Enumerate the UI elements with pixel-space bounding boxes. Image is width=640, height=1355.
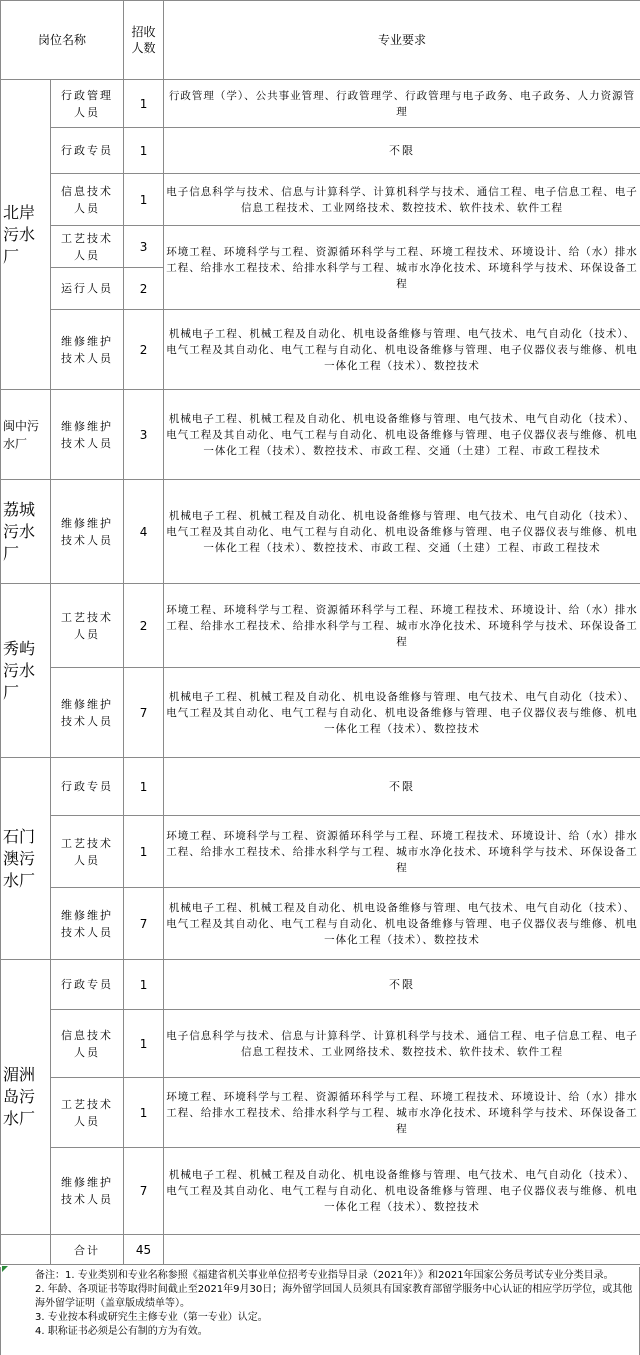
position-count: 1 [124,758,164,816]
requirement-text: 机械电子工程、机械工程及自动化、机电设备维修与管理、电气技术、电气自动化（技术）、电气工程及其自动化、电气工程与自动化、机电设备维修与管理、电子仪器仪表与维修、机电一体化工程（技术）、数控技术 [164,310,640,390]
position-count: 7 [124,1148,164,1235]
notes-section [0,1267,640,1355]
position-count: 7 [124,888,164,960]
table-row [1,584,640,668]
note-2: 2. 年龄、各项证书等取得时间截止至2021年9月30日；海外留学回国人员须具有国家教育部留学服务中心认证的相应学历学位，或其他海外留学证明（盖章版成绩单等）。 [35,1284,633,1309]
position-name: 维修维护技术人员 [51,310,124,390]
requirement-text: 不限 [164,758,640,816]
table-row [1,480,640,584]
requirement-text: 机械电子工程、机械工程及自动化、机电设备维修与管理、电气技术、电气自动化（技术）、电气工程及其自动化、电气工程与自动化、机电设备维修与管理、电子仪器仪表与维修、机电一体化工程（技术）、数控技术 [164,668,640,758]
position-name: 维修维护技术人员 [51,1148,124,1235]
requirement-text: 不限 [164,128,640,174]
table-row [1,1148,640,1235]
table-row [1,816,640,888]
position-name: 行政专员 [51,128,124,174]
table-row [1,390,640,480]
table-row [1,80,640,128]
position-count: 1 [124,80,164,128]
note-1: 备注：1. 专业类别和专业名称参照《福建省机关事业单位招考专业指导目录（2021年）》和2021年国家公务员考试专业分类目录。 [35,1270,614,1281]
requirement-text: 机械电子工程、机械工程及自动化、机电设备维修与管理、电气技术、电气自动化（技术）、电气工程及其自动化、电气工程与自动化、机电设备维修与管理、电子仪器仪表与维修、机电一体化工程（技术）、数控技术 [164,1148,640,1235]
note-4: 4. 职称证书必须是公有制的方为有效。 [35,1326,208,1337]
position-name: 维修维护技术人员 [51,888,124,960]
table-row [1,1078,640,1148]
position-name: 行政管理人员 [51,80,124,128]
total-count: 45 [124,1235,164,1265]
total-label: 合计 [51,1235,124,1265]
position-name: 维修维护技术人员 [51,390,124,480]
position-name: 运行人员 [51,268,124,310]
position-count: 4 [124,480,164,584]
requirement-text: 环境工程、环境科学与工程、资源循环科学与工程、环境工程技术、环境设计、给（水）排水工程、给排水工程技术、给排水科学与工程、城市水净化技术、环境科学与技术、环保设备工程 [164,1078,640,1148]
position-count: 1 [124,1010,164,1078]
position-count: 7 [124,668,164,758]
site-name: 北岸污水厂 [1,80,51,390]
table-row [1,960,640,1010]
position-count: 3 [124,390,164,480]
position-count: 2 [124,584,164,668]
site-name: 秀屿污水厂 [1,584,51,758]
position-count: 1 [124,960,164,1010]
requirement-text: 环境工程、环境科学与工程、资源循环科学与工程、环境工程技术、环境设计、给（水）排水工程、给排水工程技术、给排水科学与工程、城市水净化技术、环境科学与技术、环保设备工程 [164,816,640,888]
table-row [1,1010,640,1078]
total-spacer [1,1235,51,1265]
requirement-text: 行政管理（学）、公共事业管理、行政管理学、行政管理与电子政务、电子政务、人力资源管理 [164,80,640,128]
position-name: 行政专员 [51,758,124,816]
position-name: 工艺技术人员 [51,226,124,268]
header-position: 岗位名称 [1,1,124,80]
requirement-text: 环境工程、环境科学与工程、资源循环科学与工程、环境工程技术、环境设计、给（水）排水工程、给排水工程技术、给排水科学与工程、城市水净化技术、环境科学与技术、环保设备工程 [164,584,640,668]
position-count: 2 [124,310,164,390]
site-name: 闽中污水厂 [1,390,51,480]
position-name: 维修维护技术人员 [51,668,124,758]
site-name: 荔城污水厂 [1,480,51,584]
position-count: 1 [124,1078,164,1148]
position-count: 2 [124,268,164,310]
requirement-text: 机械电子工程、机械工程及自动化、机电设备维修与管理、电气技术、电气自动化（技术）、电气工程及其自动化、电气工程与自动化、机电设备维修与管理、电子仪器仪表与维修、机电一体化工程（技术）、数控技术 [164,888,640,960]
table-row [1,758,640,816]
position-count: 1 [124,128,164,174]
requirement-text: 不限 [164,960,640,1010]
position-name: 信息技术人员 [51,1010,124,1078]
note-3: 3. 专业按本科或研究生主修专业（第一专业）认定。 [35,1312,268,1323]
requirement-text: 电子信息科学与技术、信息与计算科学、计算机科学与技术、通信工程、电子信息工程、电子信息工程技术、工业网络技术、数控技术、软件技术、软件工程 [164,174,640,226]
requirement-text: 机械电子工程、机械工程及自动化、机电设备维修与管理、电气技术、电气自动化（技术）、电气工程及其自动化、电气工程与自动化、机电设备维修与管理、电子仪器仪表与维修、机电一体化工程（技术）、数控技术、市政工程、交通（土建）工程、市政工程技术 [164,480,640,584]
site-name: 湄洲岛污水厂 [1,960,51,1235]
requirement-text: 电子信息科学与技术、信息与计算科学、计算机科学与技术、通信工程、电子信息工程、电子信息工程技术、工业网络技术、数控技术、软件技术、软件工程 [164,1010,640,1078]
position-name: 维修维护技术人员 [51,480,124,584]
position-name: 工艺技术人员 [51,1078,124,1148]
position-name: 行政专员 [51,960,124,1010]
table-row [1,174,640,226]
position-count: 3 [124,226,164,268]
table-row [1,310,640,390]
header-count: 招收人数 [124,1,164,80]
requirement-text: 机械电子工程、机械工程及自动化、机电设备维修与管理、电气技术、电气自动化（技术）、电气工程及其自动化、电气工程与自动化、机电设备维修与管理、电子仪器仪表与维修、机电一体化工程（技术）、数控技术、市政工程、交通（土建）工程、市政工程技术 [164,390,640,480]
table-row [1,226,640,268]
table-row [1,128,640,174]
position-name: 工艺技术人员 [51,816,124,888]
position-count: 1 [124,174,164,226]
position-name: 工艺技术人员 [51,584,124,668]
table-row [1,668,640,758]
header-requirements: 专业要求 [164,1,640,80]
total-row [1,1235,640,1265]
total-empty [164,1235,640,1265]
site-name: 石门澳污水厂 [1,758,51,960]
table-row [1,888,640,960]
position-name: 信息技术人员 [51,174,124,226]
table-header-row [1,1,640,80]
requirement-text: 环境工程、环境科学与工程、资源循环科学与工程、环境工程技术、环境设计、给（水）排水工程、给排水工程技术、给排水科学与工程、城市水净化技术、环境科学与技术、环保设备工程 [164,226,640,310]
position-count: 1 [124,816,164,888]
